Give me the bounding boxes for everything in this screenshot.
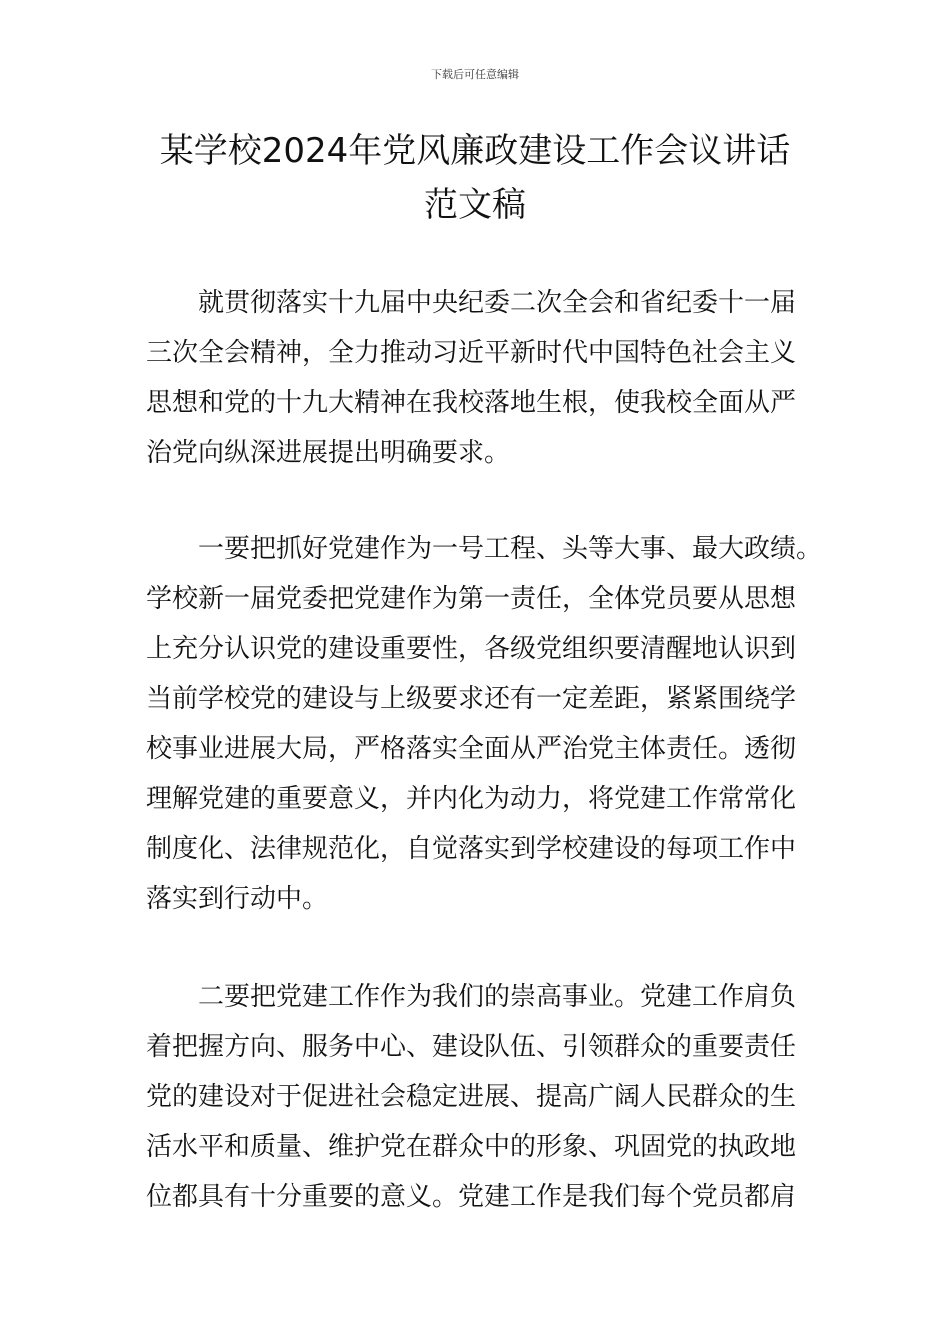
- paragraph-line: 当前学校党的建设与上级要求还有一定差距，紧紧围绕学: [146, 684, 797, 714]
- paragraph-3: [146, 972, 811, 1222]
- paragraph-line: 治党向纵深进展提出明确要求。: [146, 438, 511, 468]
- paragraph-line: 位都具有十分重要的意义。党建工作是我们每个党员都肩: [146, 1182, 797, 1212]
- paragraph-line: 理解党建的重要意义，并内化为动力，将党建工作常常化: [146, 784, 797, 814]
- paragraph-line: 三次全会精神，全力推动习近平新时代中国特色社会主义: [146, 338, 797, 368]
- paragraph-2: [146, 524, 823, 924]
- paragraph-line: 上充分认识党的建设重要性，各级党组织要清醒地认识到: [146, 634, 797, 664]
- paragraph-line: 活水平和质量、维护党在群众中的形象、巩固党的执政地: [146, 1132, 797, 1162]
- paragraph-line: 一要把抓好党建作为一号工程、头等大事、最大政绩。: [198, 534, 823, 564]
- title-line-2: 范文稿: [424, 185, 526, 225]
- paragraph-line: 落实到行动中。: [146, 884, 329, 914]
- header-note: 下载后可任意编辑: [431, 68, 519, 81]
- paragraph-line: 校事业进展大局，严格落实全面从严治党主体责任。透彻: [146, 734, 797, 764]
- title-line-1: 某学校2024年党风廉政建设工作会议讲话: [159, 131, 791, 171]
- paragraph-line: 着把握方向、服务中心、建设队伍、引领群众的重要责任: [146, 1032, 797, 1062]
- paragraph-line: 就贯彻落实十九届中央纪委二次全会和省纪委十一届: [198, 288, 797, 318]
- paragraph-line: 党的建设对于促进社会稳定进展、提高广阔人民群众的生: [146, 1082, 797, 1112]
- document-title: [100, 124, 850, 232]
- paragraph-line: 制度化、法律规范化，自觉落实到学校建设的每项工作中: [146, 834, 797, 864]
- paragraph-line: 思想和党的十九大精神在我校落地生根，使我校全面从严: [146, 388, 797, 418]
- paragraph-line: 学校新一届党委把党建作为第一责任，全体党员要从思想: [146, 584, 797, 614]
- paragraph-line: 二要把党建工作作为我们的崇高事业。党建工作肩负: [198, 982, 797, 1012]
- paragraph-1: [146, 278, 811, 478]
